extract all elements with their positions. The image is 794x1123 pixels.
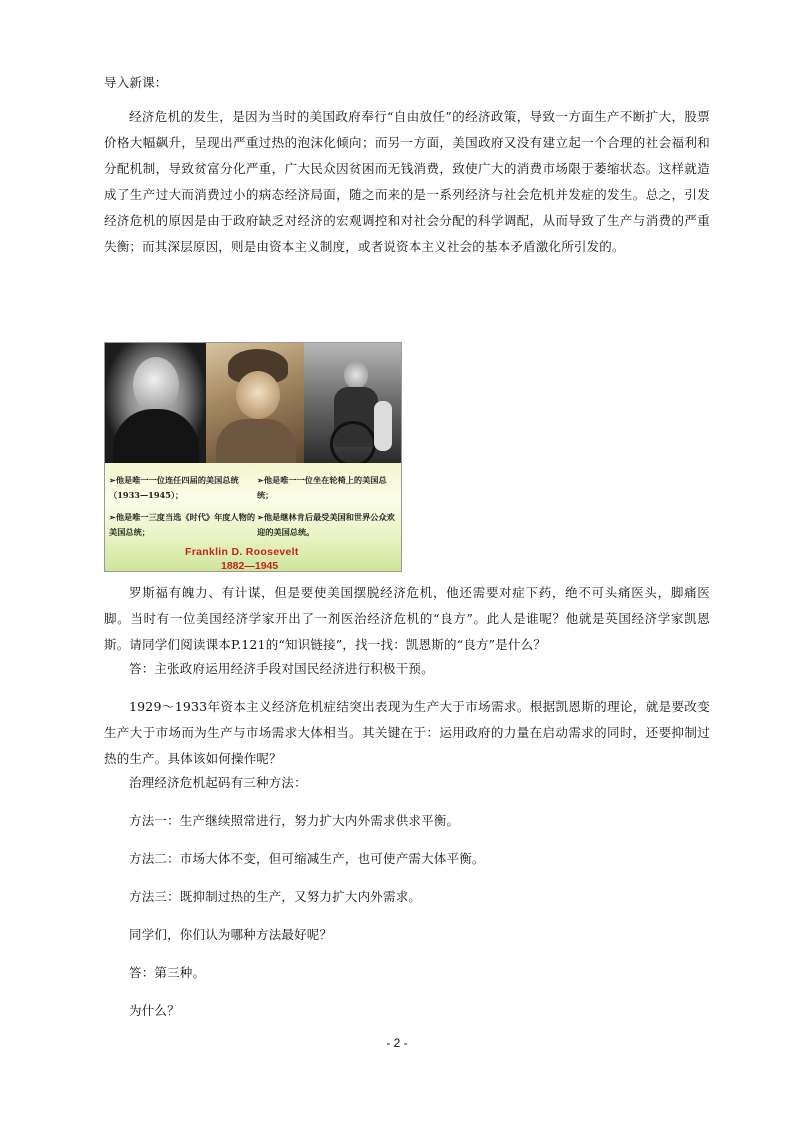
- paragraph-keynes-intro: 罗斯福有魄力、有计谋，但是要使美国摆脱经济危机，他还需要对症下药，绝不可头痛医头，脚痛医脚。当时有一位美国经济学家开出了一剂医治经济危机的“良方”。此人是谁呢？他就是英国经济学家凯恩斯。请同学们阅读课本P.121的“知识链接”，找一找：凯恩斯的“良方”是什么？: [104, 585, 710, 652]
- method-two: 方法二：市场大体不变，但可缩减生产，也可使产需大体平衡。: [129, 851, 485, 866]
- photo-strip: [105, 343, 401, 463]
- caption-wheelchair: ➢他是唯一一位坐在轮椅上的美国总统；: [257, 475, 387, 500]
- paragraph-economic-crisis: 经济危机的发生，是因为当时的美国政府奉行“自由放任”的经济政策，导致一方面生产不断扩大，股票价格大幅飙升，呈现出严重过热的泡沫化倾向；而另一方面，美国政府又没有建立起一个合理的社会福利和分配机制，导致贫富分化严重，广大民众因贫困而无钱消费，致使广大的消费市场限于萎缩状态。这样就造成了生产过大而消费过小的病态经济局面，随之而来的是一系列经济与社会危机并发症的发生。总之，引发经济危机的原因是由于政府缺乏对经济的宏观调控和对社会分配的科学调配，从而导致了生产与消费的严重失衡；而其深层原因，则是由资本主义制度，或者说资本主义社会的基本矛盾激化所引发的。: [104, 109, 710, 254]
- caption-four-terms: ➢他是唯一一位连任四届的美国总统（1933—1945）；: [109, 475, 239, 500]
- page-number: - 2 -: [386, 1036, 408, 1050]
- paragraph-three-methods: 治理经济危机起码有三种方法：: [129, 775, 307, 790]
- caption-most-popular: ➢他是继林肯后最受美国和世界公众欢迎的美国总统。: [257, 512, 395, 537]
- method-one: 方法一：生产继续照常进行，努力扩大内外需求供求平衡。: [129, 813, 460, 828]
- caption-time-person: ➢他是唯一三度当选《时代》年度人物的美国总统；: [109, 512, 256, 537]
- paragraph-crisis-symptom: 1929～1933年资本主义经济危机症结突出表现为生产大于市场需求。根据凯恩斯的理论，就是要改变生产大于市场而为生产与市场需求大体相当。其关键在于：运用政府的力量在启动需求的同时，还要抑制过热的生产。具体该如何操作呢？: [104, 699, 710, 766]
- section-label: 导入新课：: [104, 75, 168, 90]
- roosevelt-figure: [104, 342, 402, 572]
- figure-caption-panel: [105, 463, 401, 571]
- answer-third: 答：第三种。: [129, 965, 206, 980]
- figure-years: 1882—1945: [221, 560, 279, 572]
- question-best-method: 同学们，你们认为哪种方法最好呢？: [129, 927, 333, 942]
- answer-government-intervention: 答：主张政府运用经济手段对国民经济进行积极干预。: [129, 661, 434, 676]
- figure-name: Franklin D. Roosevelt: [185, 546, 299, 558]
- hat-photo: [206, 343, 304, 463]
- method-three: 方法三：既抑制过热的生产，又努力扩大内外需求。: [129, 889, 422, 904]
- portrait-photo: [105, 343, 206, 463]
- question-why: 为什么？: [129, 1003, 180, 1018]
- wheelchair-photo: [304, 343, 401, 463]
